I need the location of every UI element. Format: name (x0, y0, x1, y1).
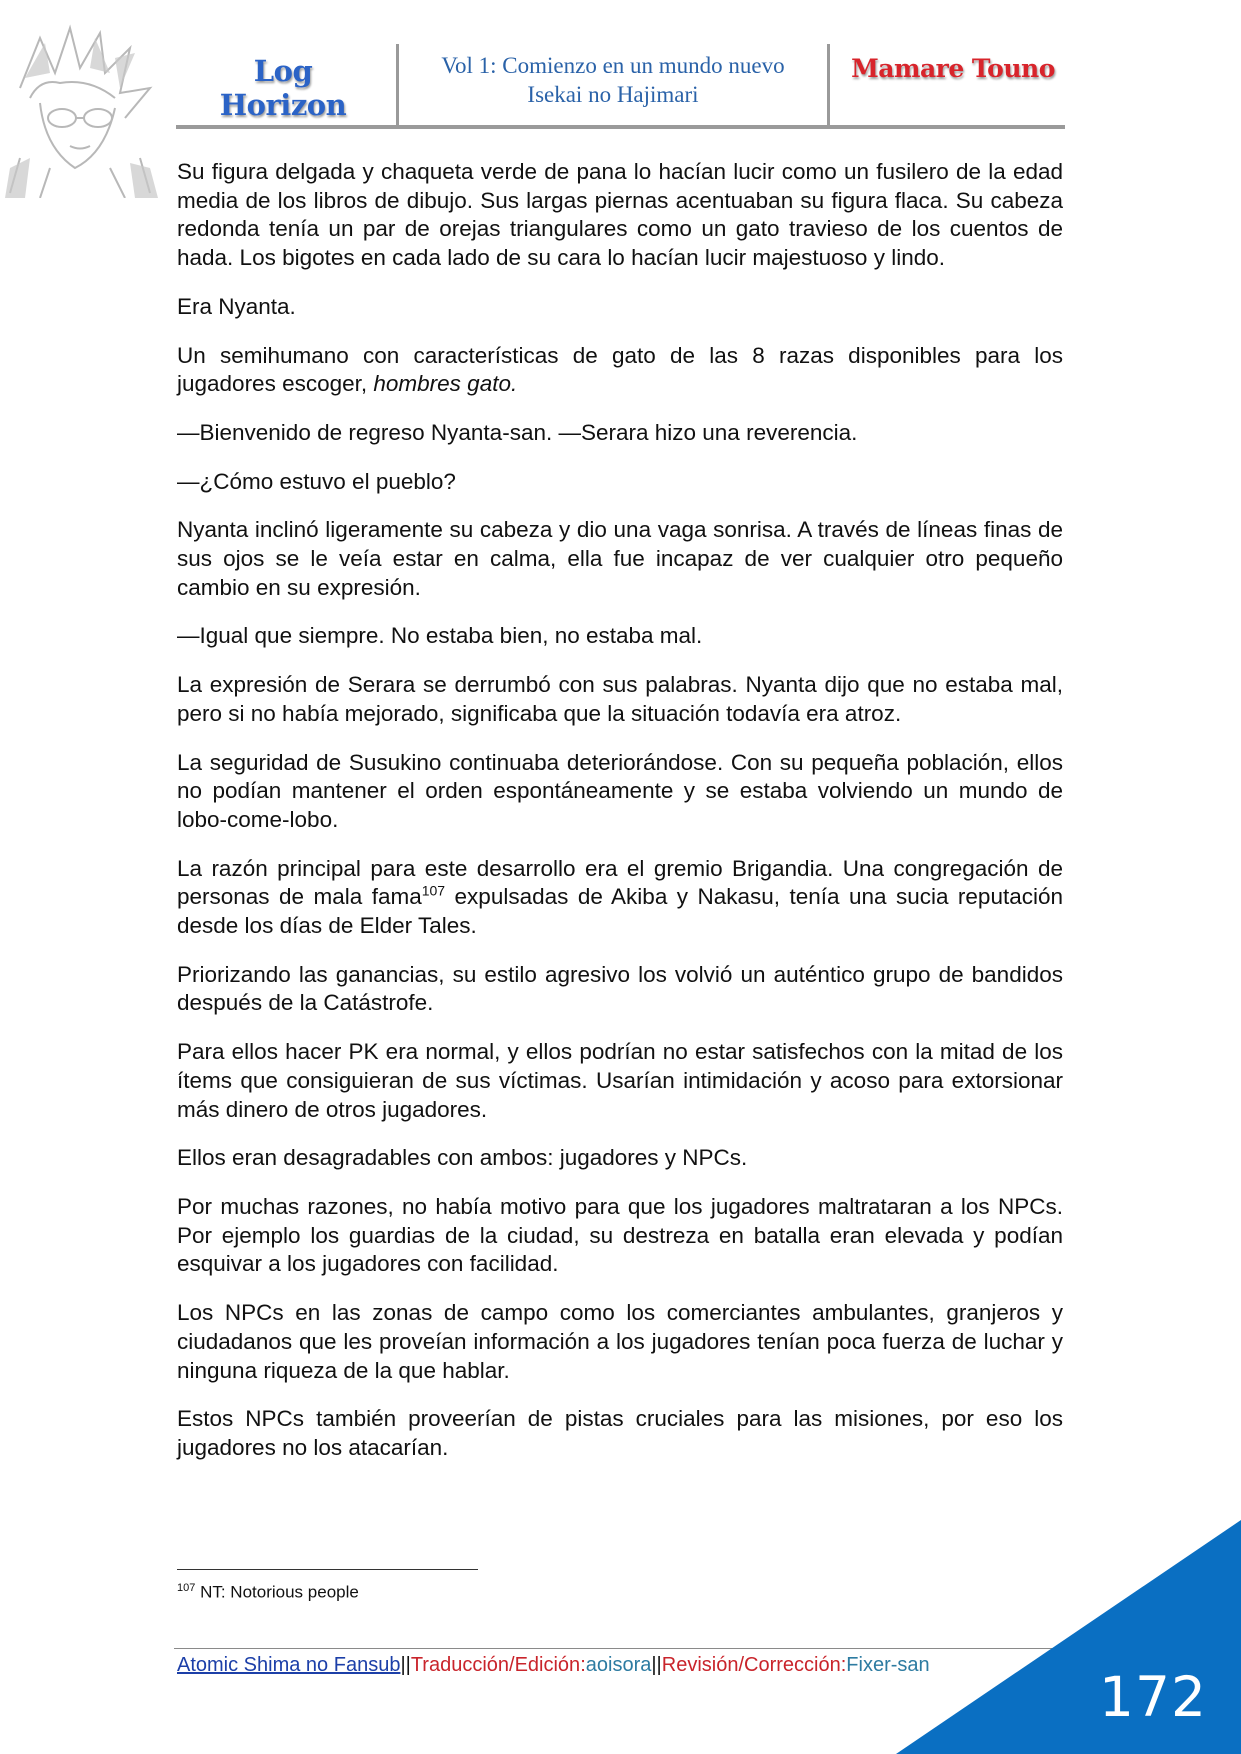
footnote (177, 1582, 359, 1603)
emphasis-text: hombres gato. (373, 371, 518, 397)
reviewer-name: Fixer-san (846, 1654, 930, 1676)
header-divider (396, 44, 399, 126)
paragraph: Los NPCs en las zonas de campo como los comerciantes ambulantes, granjeros y ciudadanos que les proveían información a los jugadores tenían poca fuerza de luchar y ninguna riqueza de la que hablar. (177, 1300, 1063, 1383)
character-sketch-image (0, 18, 160, 198)
credits-colon: : (580, 1654, 586, 1676)
credits-colon: : (840, 1654, 847, 1676)
paragraph: La seguridad de Susukino continuaba deteriorándose. Con su pequeña población, ellos no podían mantener el orden espontáneamente y se estaba volviendo un mundo de lobo-come-lobo. (177, 749, 1063, 832)
credits-line (177, 1654, 930, 1677)
footnote-number: 107 (177, 1582, 196, 1594)
footnote-reference[interactable]: 107 (421, 882, 446, 899)
translator-name: aoisora (585, 1654, 652, 1676)
paragraph: La expresión de Serara se derrumbó con sus palabras. Nyanta dijo que no estaba mal, pero si no había mejorado, significaba que la situación todavía era atroz. (177, 672, 1063, 726)
volume-title-line1: Vol 1: Comienzo en un mundo nuevo (441, 53, 785, 78)
volume-title-line2: Isekai no Hajimari (527, 82, 699, 107)
footnote-separator (177, 1569, 478, 1570)
paragraph: Su figura delgada y chaqueta verde de pana lo hacían lucir como un fusilero de la edad media de los libros de dibujo. Sus largas piernas acentuaban su figura flaca. Su cabeza redonda tenía un par de orejas triangulares como un gato travieso de los cuentos de hada. Los bigotes en cada lado de su cara lo hacían lucir majestuoso y lindo. (177, 159, 1063, 271)
paragraph: Priorizando las ganancias, su estilo agresivo los volvió un auténtico grupo de bandidos después de la Catástrofe. (177, 961, 1063, 1016)
paragraph: Estos NPCs también proveerían de pistas cruciales para las misiones, por eso los jugadores no los atacarían. (177, 1406, 1063, 1460)
footnote-text: NT: Notorious people (195, 1582, 359, 1602)
paragraph (177, 855, 1063, 941)
paragraph (177, 342, 1063, 399)
volume-title (402, 51, 824, 109)
author-name: Mamare Touno (851, 54, 1055, 83)
paragraph: Por muchas razones, no había motivo para que los jugadores maltrataran a los NPCs. Por ejemplo los guardias de la ciudad, su destreza en batalla eran elevada y podían esquivar a los jugadores con facilidad. (177, 1193, 1063, 1277)
translation-label: Traducción/Edición (410, 1654, 581, 1676)
paragraph: Ellos eran desagradables con ambos: jugadores y NPCs. (177, 1145, 748, 1171)
paragraph: —Bienvenido de regreso Nyanta-san. —Serara hizo una reverencia. (177, 419, 858, 445)
paragraph: —Igual que siempre. No estaba bien, no estaba mal. (177, 623, 703, 649)
paragraph: Para ellos hacer PK era normal, y ellos podrían no estar satisfechos con la mitad de los ítems que consiguieran de sus víctimas. Usarían intimidación y acoso para extorsionar más dinero de otros jugadores. (177, 1039, 1063, 1122)
credits-separator: || (651, 1654, 662, 1676)
credits-separator: || (400, 1654, 411, 1676)
paragraph-text: La razón principal para este desarrollo era el gremio Brigandia. Una congregación de personas de mala fama (177, 855, 1063, 910)
fansub-group-link[interactable]: Atomic Shima no Fansub (177, 1654, 401, 1676)
revision-label: Revisión/Corrección (661, 1654, 841, 1676)
page-body (177, 158, 1063, 1483)
paragraph: —¿Cómo estuvo el pueblo? (177, 468, 456, 494)
header-divider (827, 44, 830, 126)
page-number: 172 (1099, 1665, 1207, 1729)
series-title: Log Horizon (219, 54, 347, 122)
paragraph-text: expulsadas de Akiba y Nakasu, tenía una sucia reputación desde los días de Elder Tales. (177, 884, 1063, 939)
paragraph-text: Un semihumano con características de gato de las 8 razas disponibles para los jugadores escoger, (177, 342, 1063, 397)
paragraph: Nyanta inclinó ligeramente su cabeza y dio una vaga sonrisa. A través de líneas finas de sus ojos se le veía estar en calma, ella fue incapaz de ver cualquier otro pequeño cambio en su expresión. (177, 517, 1063, 600)
header-rule (176, 125, 1065, 129)
paragraph: Era Nyanta. (177, 293, 296, 319)
